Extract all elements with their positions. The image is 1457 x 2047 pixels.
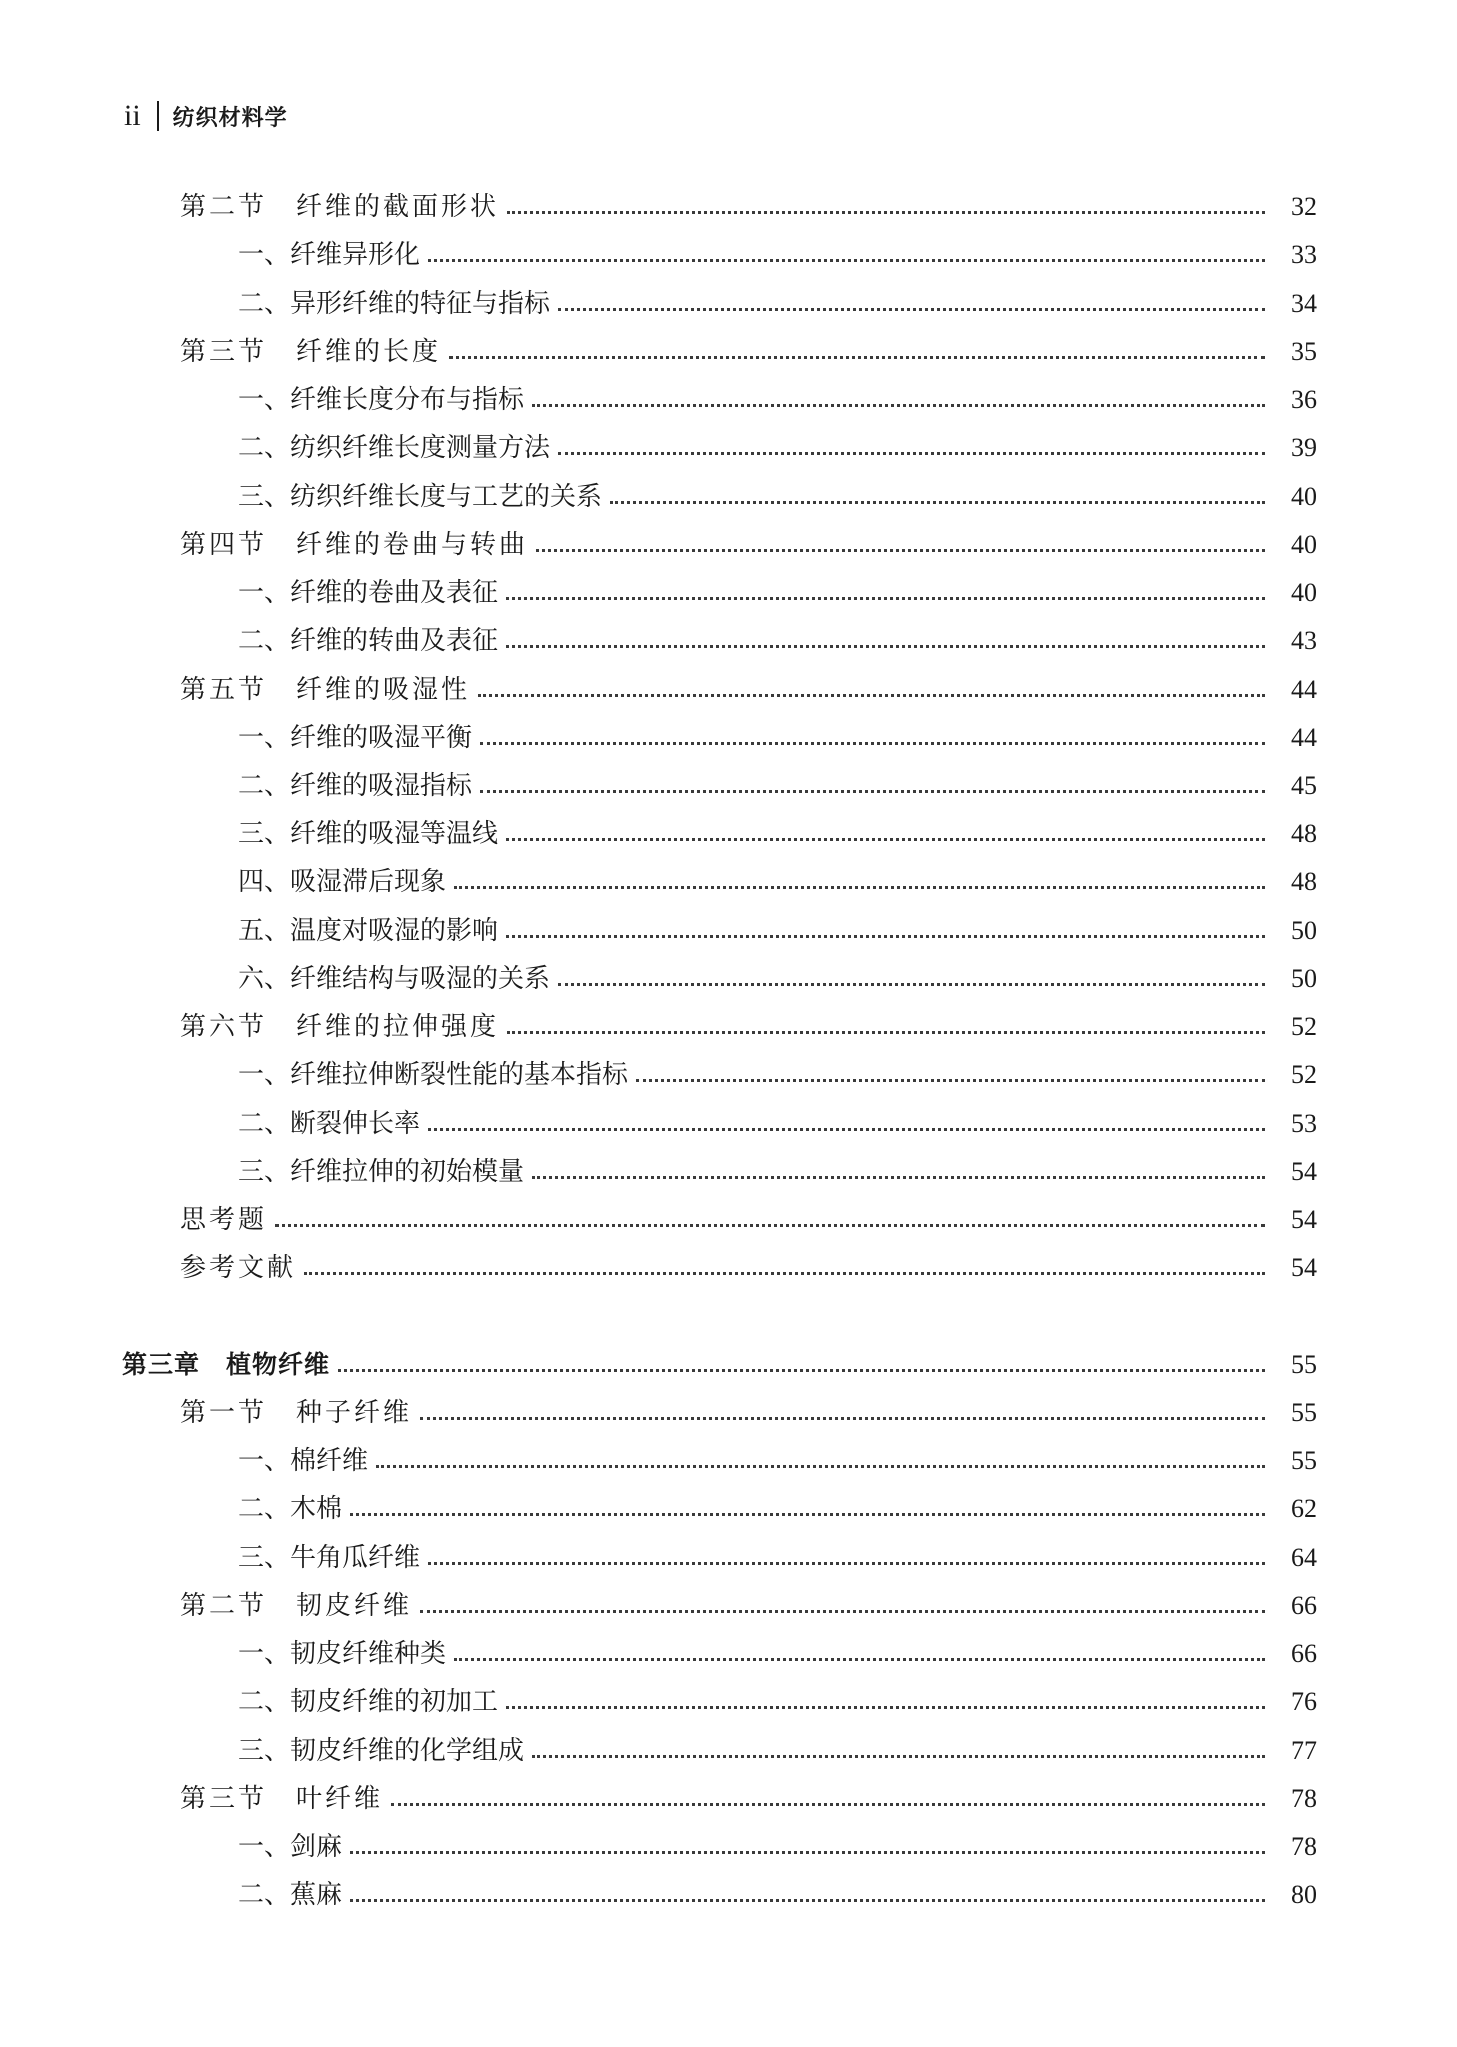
toc-chapter-entry[interactable]: [0, 1341, 1317, 1381]
toc-entry[interactable]: [0, 714, 1317, 754]
dot-leader: [480, 790, 1265, 793]
toc-entry[interactable]: [0, 231, 1317, 271]
dot-leader: [532, 1755, 1265, 1758]
toc-entry-page: 55: [1291, 1350, 1317, 1379]
dot-leader: [610, 501, 1265, 504]
dot-leader: [350, 1513, 1265, 1516]
dot-leader: [558, 308, 1265, 311]
toc-entry-page: 52: [1291, 1012, 1317, 1041]
toc-entry-label: 第一节 种子纤维: [180, 1398, 413, 1428]
dot-leader: [350, 1899, 1265, 1902]
toc-entry-page: 66: [1291, 1639, 1317, 1668]
toc-entry[interactable]: [0, 1100, 1317, 1140]
toc-entry-label: 四、吸湿滞后现象: [238, 867, 447, 897]
dot-leader: [507, 1031, 1265, 1034]
dot-leader: [428, 259, 1265, 262]
dot-leader: [480, 742, 1265, 745]
toc-entry-page: 50: [1291, 964, 1317, 993]
toc-entry-page: 44: [1291, 723, 1317, 752]
toc-entry-page: 78: [1291, 1832, 1317, 1861]
toc-entry[interactable]: [0, 1196, 1317, 1236]
toc-entry-label: 第四节 纤维的卷曲与转曲: [180, 530, 529, 560]
dot-leader: [428, 1128, 1265, 1131]
dot-leader: [636, 1079, 1265, 1082]
dot-leader: [536, 549, 1265, 552]
dot-leader: [506, 935, 1265, 938]
toc-entry[interactable]: [0, 955, 1317, 995]
toc-entry-label: 第五节 纤维的吸湿性: [180, 675, 471, 705]
toc-entry-label: 思考题: [180, 1205, 268, 1235]
toc-entry-page: 34: [1291, 289, 1317, 318]
toc-entry-label: 六、纤维结构与吸湿的关系: [238, 964, 551, 994]
toc-entry-label: 参考文献: [180, 1253, 297, 1283]
dot-leader: [532, 1176, 1265, 1179]
toc-entry-page: 32: [1291, 192, 1317, 221]
dot-leader: [420, 1417, 1265, 1420]
toc-entry[interactable]: [0, 1485, 1317, 1525]
dot-leader: [506, 597, 1265, 600]
dot-leader: [376, 1465, 1265, 1468]
toc-entry-label: 三、纤维的吸湿等温线: [238, 819, 499, 849]
toc-entry[interactable]: [0, 424, 1317, 464]
toc-entry[interactable]: [0, 473, 1317, 513]
dot-leader: [478, 694, 1265, 697]
toc-entry-label: 第三节 叶纤维: [180, 1784, 384, 1814]
toc-entry[interactable]: [0, 1148, 1317, 1188]
toc-entry-label: 二、蕉麻: [238, 1880, 343, 1910]
toc-entry-label: 一、韧皮纤维种类: [238, 1639, 447, 1669]
toc-entry-label: 三、纤维拉伸的初始模量: [238, 1157, 525, 1187]
toc-entry[interactable]: [0, 1437, 1317, 1477]
dot-leader: [454, 886, 1265, 889]
toc-entry[interactable]: [0, 521, 1317, 561]
toc-entry-page: 40: [1291, 530, 1317, 559]
toc-entry-page: 45: [1291, 771, 1317, 800]
toc-entry-label: 三、韧皮纤维的化学组成: [238, 1736, 525, 1766]
toc-entry[interactable]: [0, 569, 1317, 609]
toc-entry-label: 二、纤维的吸湿指标: [238, 771, 473, 801]
toc-entry[interactable]: [0, 1630, 1317, 1670]
dot-leader: [304, 1272, 1265, 1275]
toc-entry-label: 第六节 纤维的拉伸强度: [180, 1012, 500, 1042]
toc-entry-label: 一、纤维的吸湿平衡: [238, 723, 473, 753]
toc-entry[interactable]: [0, 1871, 1317, 1911]
page-number: ii: [124, 99, 141, 132]
toc-entry-page: 39: [1291, 433, 1317, 462]
toc-entry-label: 一、剑麻: [238, 1832, 343, 1862]
toc-entry[interactable]: [0, 1823, 1317, 1863]
toc-entry-page: 55: [1291, 1398, 1317, 1427]
toc-entry[interactable]: [0, 1534, 1317, 1574]
toc-entry-page: 66: [1291, 1591, 1317, 1620]
toc-entry-label: 二、纺织纤维长度测量方法: [238, 433, 551, 463]
toc-entry-page: 44: [1291, 675, 1317, 704]
toc-entry[interactable]: [0, 1678, 1317, 1718]
toc-entry-page: 54: [1291, 1253, 1317, 1282]
dot-leader: [350, 1851, 1265, 1854]
toc-entry-label: 二、断裂伸长率: [238, 1109, 421, 1139]
toc-entry-label: 第二节 纤维的截面形状: [180, 192, 500, 222]
toc-entry[interactable]: [0, 1582, 1317, 1622]
dot-leader: [391, 1803, 1265, 1806]
dot-leader: [506, 645, 1265, 648]
toc-entry-page: 78: [1291, 1784, 1317, 1813]
dot-leader: [506, 1706, 1265, 1709]
toc-entry[interactable]: [0, 376, 1317, 416]
toc-entry-page: 36: [1291, 385, 1317, 414]
toc-entry-page: 50: [1291, 916, 1317, 945]
dot-leader: [420, 1610, 1265, 1613]
toc-entry-label: 三、纺织纤维长度与工艺的关系: [238, 482, 603, 512]
toc-entry-page: 55: [1291, 1446, 1317, 1475]
toc-entry-page: 48: [1291, 819, 1317, 848]
toc-entry-label: 五、温度对吸湿的影响: [238, 916, 499, 946]
toc-entry-page: 53: [1291, 1109, 1317, 1138]
toc-entry-page: 54: [1291, 1157, 1317, 1186]
dot-leader: [507, 211, 1265, 214]
toc-entry[interactable]: [0, 1051, 1317, 1091]
toc-entry-page: 52: [1291, 1060, 1317, 1089]
toc-entry[interactable]: [0, 1244, 1317, 1284]
dot-leader: [275, 1224, 1265, 1227]
dot-leader: [558, 983, 1265, 986]
dot-leader: [506, 838, 1265, 841]
toc-entry-label: 二、异形纤维的特征与指标: [238, 289, 551, 319]
toc-entry-page: 33: [1291, 240, 1317, 269]
toc-entry-page: 54: [1291, 1205, 1317, 1234]
toc-entry-label: 一、纤维的卷曲及表征: [238, 578, 499, 608]
toc-entry-page: 43: [1291, 626, 1317, 655]
toc-entry-label: 一、棉纤维: [238, 1446, 369, 1476]
dot-leader: [558, 452, 1265, 455]
toc-entry[interactable]: [0, 762, 1317, 802]
dot-leader: [454, 1658, 1265, 1661]
toc-entry-page: 40: [1291, 482, 1317, 511]
toc-entry[interactable]: [0, 1727, 1317, 1767]
toc-entry[interactable]: [0, 810, 1317, 850]
toc-entry-label: 二、木棉: [238, 1494, 343, 1524]
dot-leader: [428, 1562, 1265, 1565]
book-title: 纺织材料学: [172, 105, 288, 131]
toc-entry-page: 48: [1291, 867, 1317, 896]
toc-entry-label: 第三节 纤维的长度: [180, 337, 442, 367]
toc-entry-page: 64: [1291, 1543, 1317, 1572]
toc-entry-page: 62: [1291, 1494, 1317, 1523]
toc-entry-label: 第二节 韧皮纤维: [180, 1591, 413, 1621]
toc-entry[interactable]: [0, 183, 1317, 223]
toc-entry[interactable]: [0, 1775, 1317, 1815]
toc-entry-page: 40: [1291, 578, 1317, 607]
toc-entry[interactable]: [0, 328, 1317, 368]
toc-entry-label: 一、纤维长度分布与指标: [238, 385, 525, 415]
dot-leader: [338, 1369, 1265, 1372]
toc-entry[interactable]: [0, 1003, 1317, 1043]
dot-leader: [449, 356, 1265, 359]
dot-leader: [532, 404, 1265, 407]
toc-entry-page: 76: [1291, 1687, 1317, 1716]
toc-entry-label: 第三章 植物纤维: [122, 1350, 331, 1379]
toc-entry[interactable]: [0, 280, 1317, 320]
toc-entry-label: 二、韧皮纤维的初加工: [238, 1687, 499, 1717]
toc-entry-page: 77: [1291, 1736, 1317, 1765]
toc-entry-label: 三、牛角瓜纤维: [238, 1543, 421, 1573]
toc-entry-label: 一、纤维异形化: [238, 240, 421, 270]
toc-entry-label: 二、纤维的转曲及表征: [238, 626, 499, 656]
toc-entry[interactable]: [0, 617, 1317, 657]
toc-entry[interactable]: [0, 666, 1317, 706]
toc-entry[interactable]: [0, 1389, 1317, 1429]
toc-entry-page: 80: [1291, 1880, 1317, 1909]
toc-entry[interactable]: [0, 907, 1317, 947]
toc-entry[interactable]: [0, 858, 1317, 898]
toc-entry-label: 一、纤维拉伸断裂性能的基本指标: [238, 1060, 629, 1090]
toc-entry-page: 35: [1291, 337, 1317, 366]
